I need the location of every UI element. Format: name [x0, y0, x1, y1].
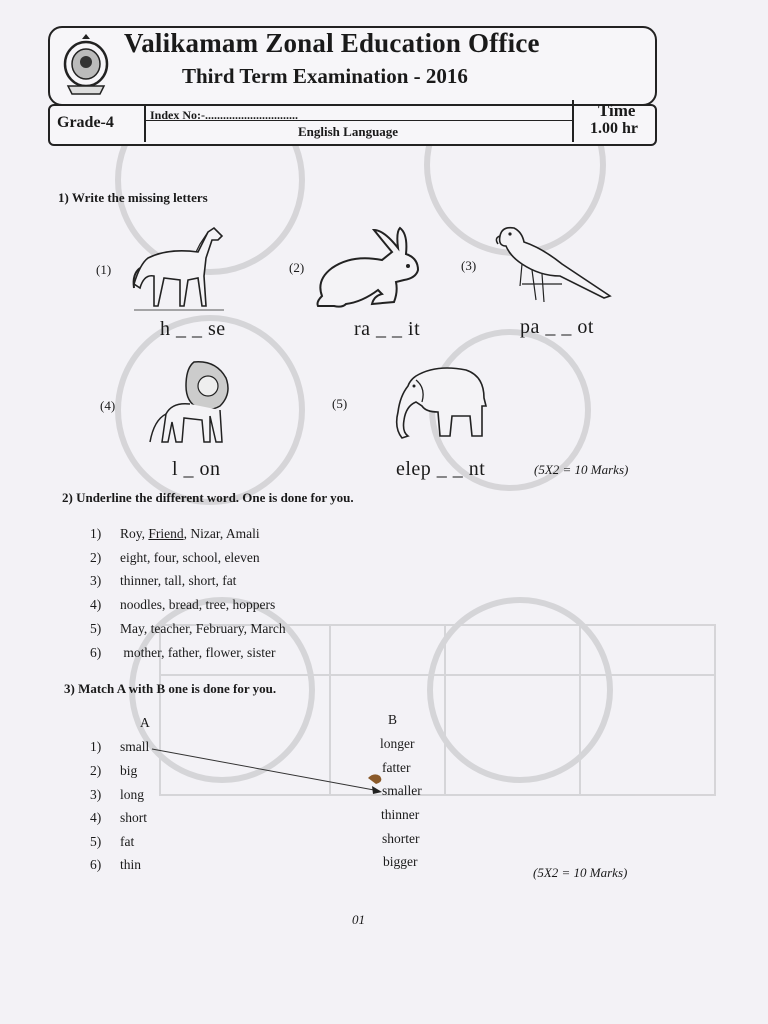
q2-item-number: 2) [90, 550, 102, 565]
q2-item-text: eight, four, school, eleven [120, 550, 260, 565]
q3-a-number: 3) [90, 787, 102, 802]
q3-a-word: small [120, 739, 150, 754]
q3-b-word-1: longer [380, 736, 415, 751]
time-value: 1.00 hr [590, 120, 638, 137]
question-1-heading: 1) Write the missing letters [58, 190, 208, 205]
subject-label: English Language [298, 124, 399, 139]
q3-b-word-4: thinner [381, 807, 420, 822]
q1-item-2-word: ra _ _ it [354, 318, 421, 340]
q1-item-3-number: (3) [461, 258, 477, 273]
q2-underlined-answer: Friend [148, 526, 184, 541]
q3-a-word: long [120, 787, 145, 802]
q2-item-number: 4) [90, 597, 102, 612]
q1-item-4-number: (4) [100, 398, 116, 413]
q2-item-number: 1) [90, 526, 102, 541]
q3-b-word-6: bigger [383, 854, 418, 869]
question-3-heading: 3) Match A with B one is done for you. [64, 681, 277, 696]
q1-item-1-number: (1) [96, 262, 112, 277]
q1-marks: (5X2 = 10 Marks) [534, 462, 629, 477]
q1-item-4-word: l _ on [172, 458, 221, 480]
q3-a-word: short [120, 810, 147, 825]
q3-a-number: 1) [90, 739, 102, 754]
q2-item-text: thinner, tall, short, fat [120, 573, 237, 588]
index-number-field[interactable]: Index No:-............................... [150, 108, 299, 122]
q2-item-number: 3) [90, 573, 102, 588]
q1-item-3-word: pa _ _ ot [520, 316, 594, 338]
q3-a-word: fat [120, 834, 135, 849]
q3-b-word-5: shorter [382, 831, 420, 846]
q2-item-number: 5) [90, 621, 102, 636]
q2-item-text: Roy, [120, 526, 149, 541]
q1-item-5-number: (5) [332, 396, 348, 411]
exam-title: Third Term Examination - 2016 [182, 64, 468, 88]
q3-a-number: 5) [90, 834, 102, 849]
time-label: Time [598, 101, 636, 120]
q3-a-number: 2) [90, 763, 102, 778]
q1-item-5-word: elep _ _ nt [396, 458, 486, 480]
page-number: 01 [352, 912, 365, 927]
q3-b-word-2: fatter [382, 760, 411, 775]
q2-item-text: noodles, bread, tree, hoppers [120, 597, 276, 612]
q1-item-1-word: h _ _ se [160, 318, 226, 340]
q2-item-text-rest: , Nizar, Amali [183, 526, 260, 541]
q2-item-text: May, teacher, February, March [120, 621, 286, 636]
column-b-heading: B [388, 712, 398, 727]
q1-item-2-number: (2) [289, 260, 305, 275]
q3-a-word: thin [120, 857, 142, 872]
q3-a-number: 4) [90, 810, 102, 825]
q3-marks: (5X2 = 10 Marks) [533, 865, 628, 880]
q3-a-number: 6) [90, 857, 102, 872]
q3-a-word: big [120, 763, 138, 778]
q2-item-number: 6) [90, 645, 102, 660]
question-2-heading: 2) Underline the different word. One is done for you. [62, 490, 354, 505]
q3-b-word-3: smaller [382, 783, 422, 798]
office-title: Valikamam Zonal Education Office [124, 28, 540, 58]
column-a-heading: A [140, 715, 150, 730]
q2-item-text: mother, father, flower, sister [120, 645, 276, 660]
grade-label: Grade-4 [57, 114, 114, 131]
